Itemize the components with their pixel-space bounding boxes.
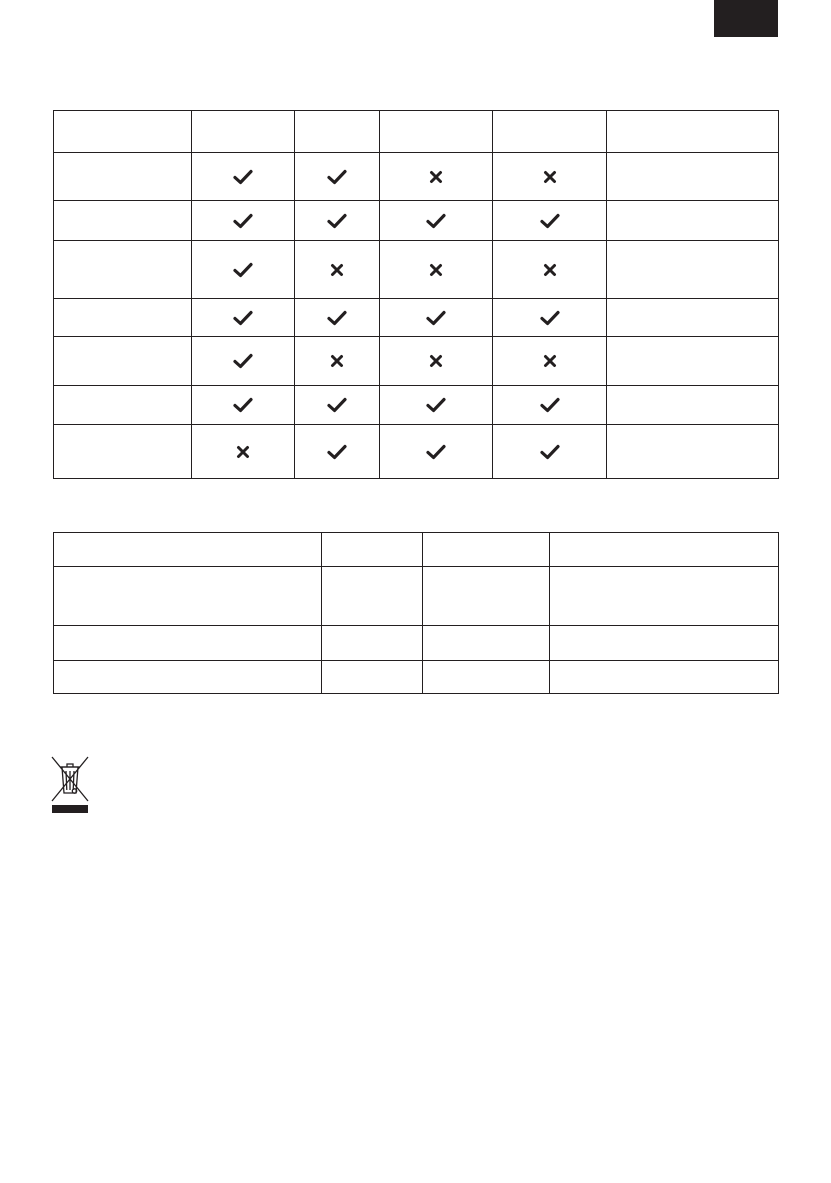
mark-cell — [493, 386, 607, 425]
notes-cell — [607, 241, 779, 299]
header-cell — [54, 111, 192, 153]
check-icon — [233, 169, 253, 185]
check-icon — [233, 397, 253, 413]
table-header-row — [54, 111, 779, 153]
header-cell — [295, 111, 380, 153]
notes-cell — [607, 201, 779, 241]
table-cell — [54, 626, 322, 661]
specification-table — [53, 532, 779, 694]
table-cell — [322, 533, 423, 567]
table-row — [54, 386, 779, 425]
mark-cell — [295, 153, 380, 201]
table-cell — [423, 626, 550, 661]
table-cell — [322, 567, 423, 626]
cross-icon — [540, 353, 560, 369]
mark-cell — [192, 153, 295, 201]
mark-cell — [295, 425, 380, 479]
check-icon — [540, 397, 560, 413]
mark-cell — [295, 337, 380, 386]
mark-cell — [295, 201, 380, 241]
mark-cell — [192, 241, 295, 299]
mark-cell — [493, 337, 607, 386]
table-row — [54, 533, 779, 567]
row-label-cell — [54, 386, 192, 425]
row-label-cell — [54, 337, 192, 386]
table-row — [54, 201, 779, 241]
mark-cell — [192, 201, 295, 241]
compatibility-table — [53, 110, 779, 479]
check-icon — [426, 213, 446, 229]
table-cell — [54, 567, 322, 626]
mark-cell — [380, 337, 493, 386]
table-cell — [423, 661, 550, 694]
check-icon — [327, 310, 347, 326]
table-row — [54, 299, 779, 337]
check-icon — [327, 169, 347, 185]
table-row — [54, 425, 779, 479]
header-cell — [493, 111, 607, 153]
mark-cell — [493, 201, 607, 241]
table-cell — [54, 661, 322, 694]
notes-cell — [607, 299, 779, 337]
mark-cell — [192, 425, 295, 479]
mark-cell — [493, 425, 607, 479]
check-icon — [426, 397, 446, 413]
mark-cell — [192, 337, 295, 386]
row-label-cell — [54, 153, 192, 201]
mark-cell — [493, 299, 607, 337]
check-icon — [327, 444, 347, 460]
header-cell — [380, 111, 493, 153]
table-cell — [322, 661, 423, 694]
mark-cell — [380, 201, 493, 241]
row-label-cell — [54, 241, 192, 299]
row-label-cell — [54, 201, 192, 241]
check-icon — [327, 397, 347, 413]
notes-cell — [607, 337, 779, 386]
notes-cell — [607, 425, 779, 479]
mark-cell — [380, 425, 493, 479]
crossed-out-wheelie-bin-icon — [50, 755, 90, 815]
table-row — [54, 337, 779, 386]
table-cell — [550, 567, 779, 626]
mark-cell — [380, 386, 493, 425]
table-row — [54, 241, 779, 299]
check-icon — [540, 213, 560, 229]
check-icon — [233, 262, 253, 278]
mark-cell — [380, 299, 493, 337]
cross-icon — [540, 262, 560, 278]
mark-cell — [192, 299, 295, 337]
notes-cell — [607, 386, 779, 425]
table-row — [54, 153, 779, 201]
cross-icon — [327, 353, 347, 369]
table-row — [54, 626, 779, 661]
table-row — [54, 567, 779, 626]
table-cell — [322, 626, 423, 661]
cross-icon — [233, 444, 253, 460]
cross-icon — [426, 353, 446, 369]
table-cell — [550, 626, 779, 661]
check-icon — [327, 213, 347, 229]
cross-icon — [426, 262, 446, 278]
check-icon — [540, 310, 560, 326]
table-row — [54, 661, 779, 694]
table-cell — [423, 567, 550, 626]
cross-icon — [540, 169, 560, 185]
mark-cell — [380, 241, 493, 299]
table-cell — [550, 533, 779, 567]
header-cell — [192, 111, 295, 153]
mark-cell — [295, 299, 380, 337]
row-label-cell — [54, 299, 192, 337]
mark-cell — [493, 241, 607, 299]
table-cell — [423, 533, 550, 567]
check-icon — [426, 444, 446, 460]
check-icon — [426, 310, 446, 326]
mark-cell — [380, 153, 493, 201]
mark-cell — [192, 386, 295, 425]
cross-icon — [426, 169, 446, 185]
table-cell — [54, 533, 322, 567]
mark-cell — [295, 241, 380, 299]
mark-cell — [493, 153, 607, 201]
notes-cell — [607, 153, 779, 201]
check-icon — [540, 444, 560, 460]
check-icon — [233, 353, 253, 369]
check-icon — [233, 213, 253, 229]
language-tab — [714, 0, 778, 37]
mark-cell — [295, 386, 380, 425]
header-cell — [607, 111, 779, 153]
check-icon — [233, 310, 253, 326]
cross-icon — [327, 262, 347, 278]
row-label-cell — [54, 425, 192, 479]
table-cell — [550, 661, 779, 694]
